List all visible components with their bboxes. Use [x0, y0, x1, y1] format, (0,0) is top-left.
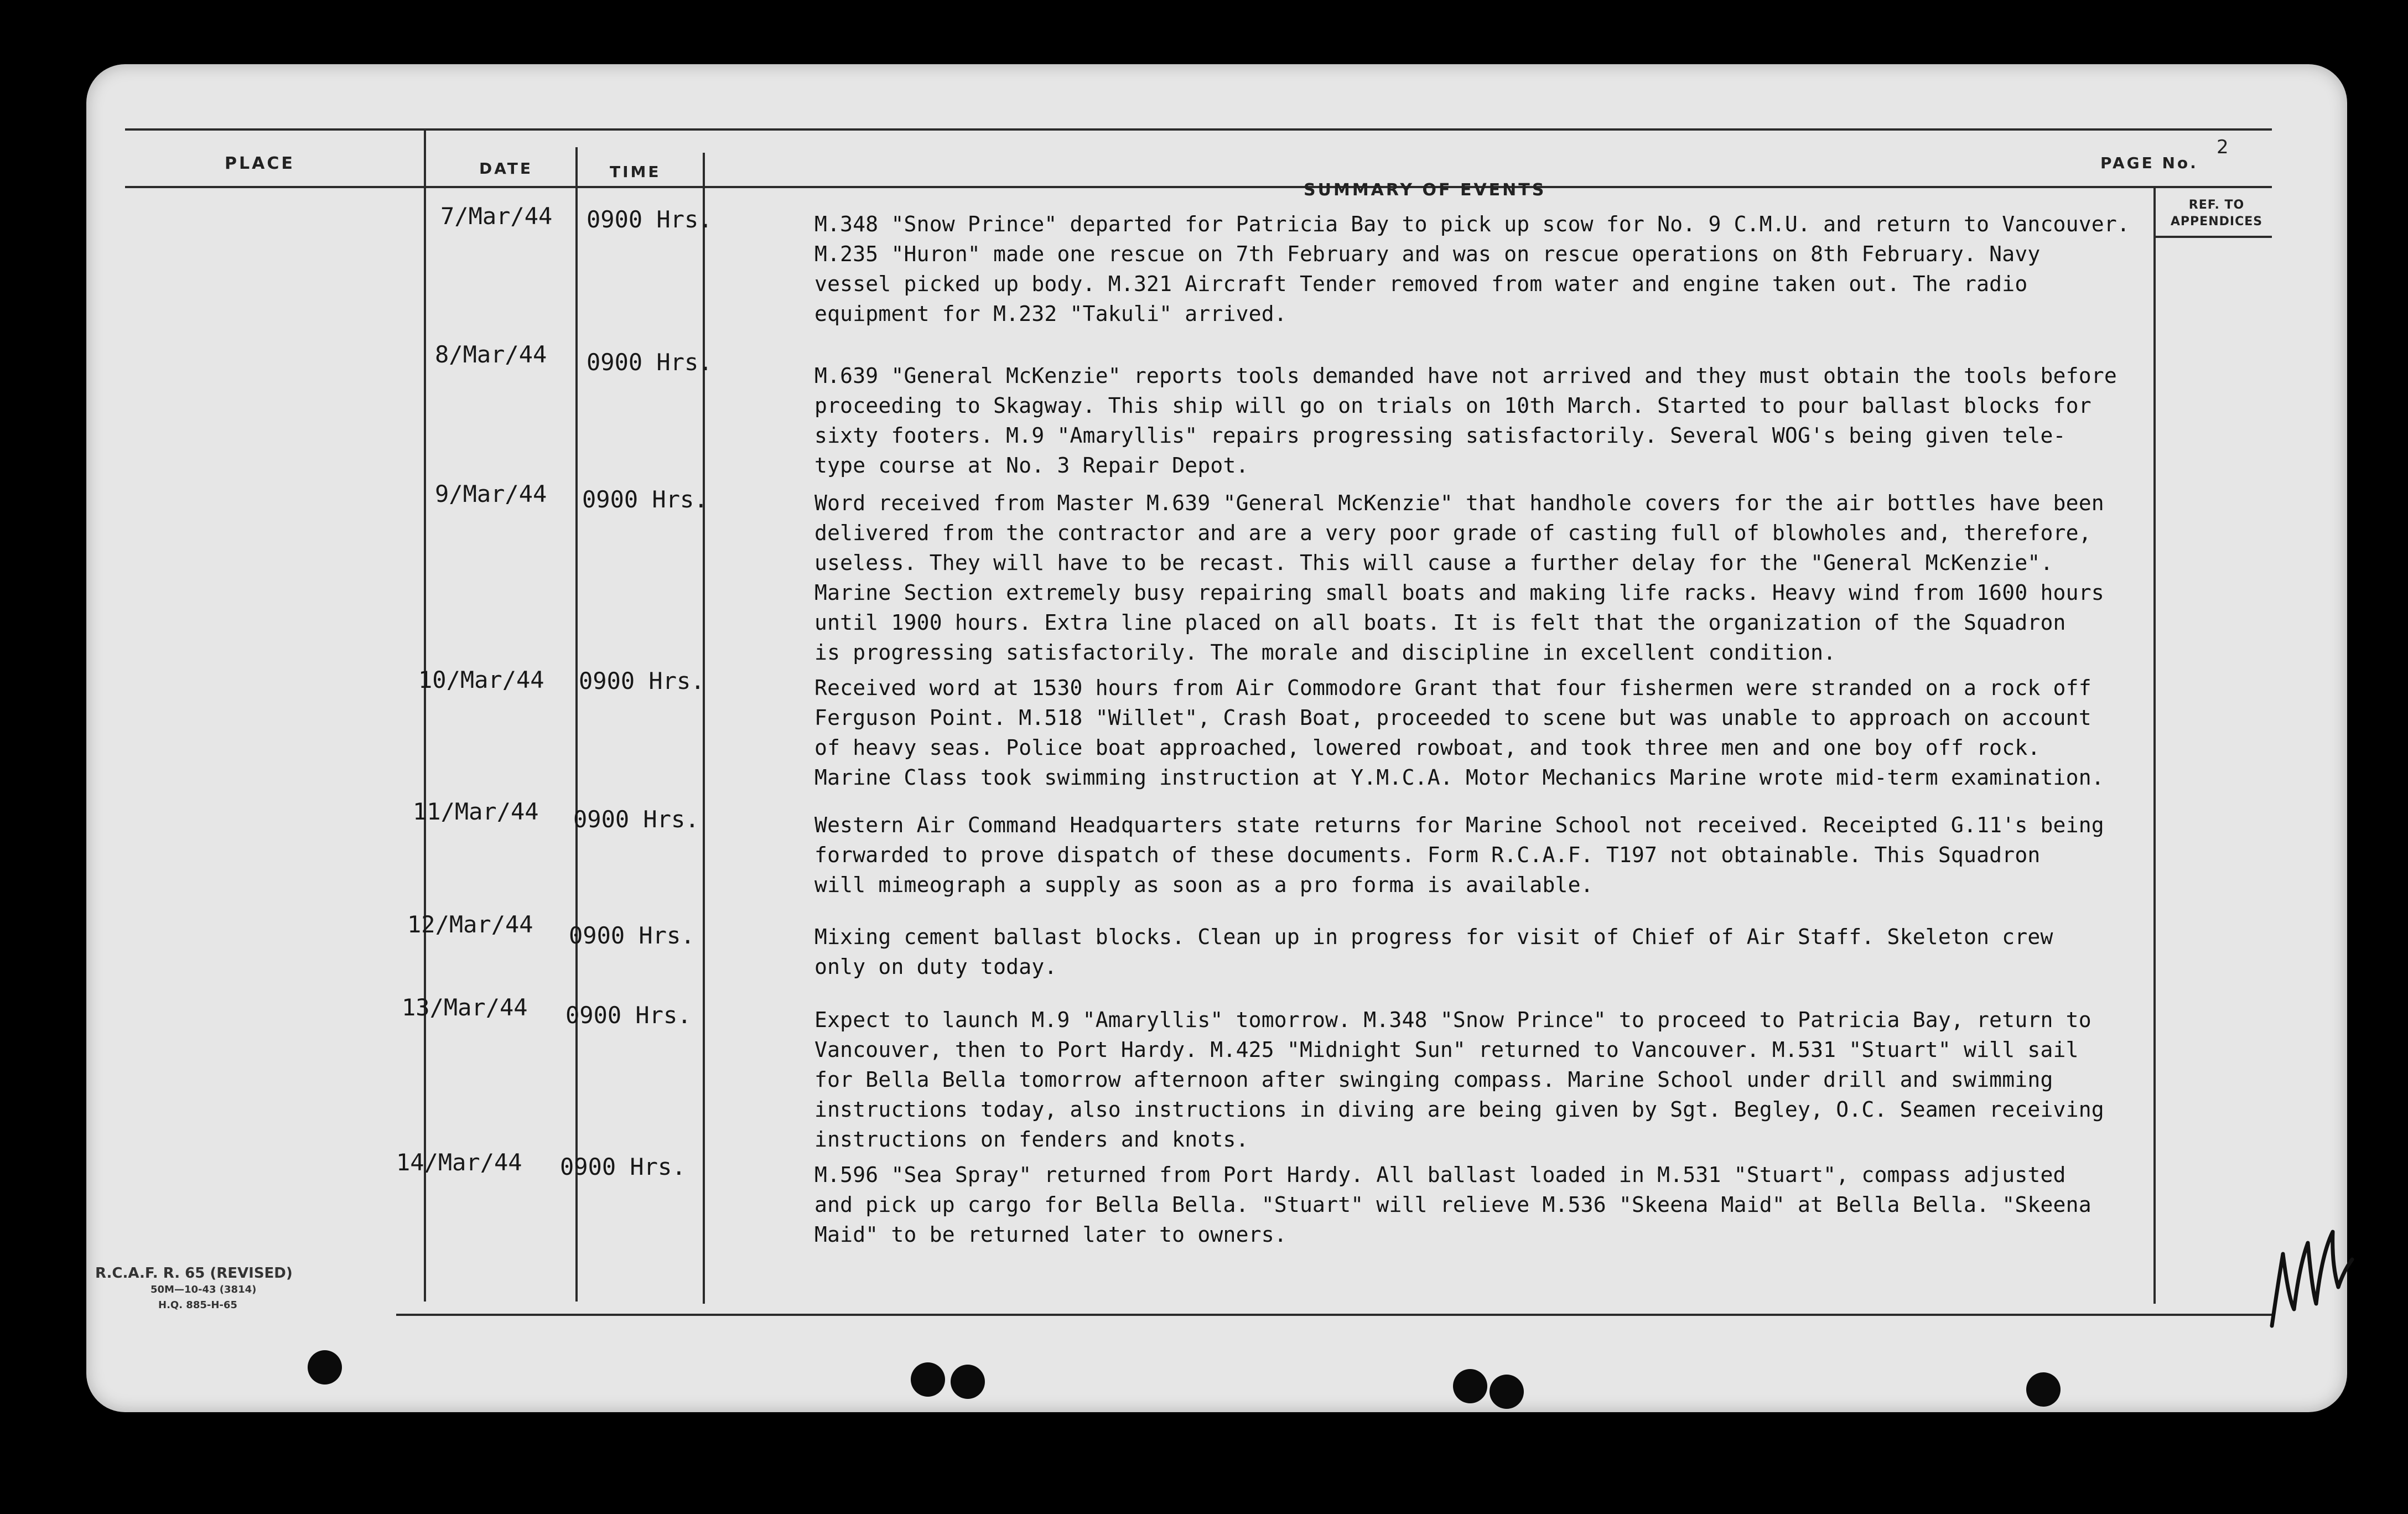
entry-time: 0900 Hrs. [587, 206, 713, 233]
entry-date: 9/Mar/44 [435, 480, 547, 507]
date-header: DATE [479, 159, 533, 178]
handwritten-initials [2261, 1221, 2355, 1331]
record-card [86, 64, 2347, 1412]
place-header: PLACE [225, 154, 295, 173]
summary-column-divider [703, 153, 705, 1304]
entry-summary: Word received from Master M.639 "General McKenzie" that handhole covers for the air bottles have been delivered from the contractor and are a very poor grade of casting full of blowholes and, therefore, useless. They will have to be recast. This will cause a further delay for the "General McKenzie". Marine Section extremely busy repairing small boats and making life racks. Heavy wind from 1600 hours until 1900 hours. Extra line placed on all boats. It is felt that the organization of the Squadron is progressing satisfactorily. The morale and discipline in excellent condition. [814, 491, 2104, 665]
form-print-run: 50M—10-43 (3814) [150, 1284, 257, 1295]
summary-header: SUMMARY OF EVENTS [1304, 180, 1546, 200]
entry-time: 0900 Hrs. [560, 1153, 686, 1180]
punch-hole [951, 1365, 985, 1399]
entry-date: 13/Mar/44 [402, 994, 528, 1021]
entry-summary: M.596 "Sea Spray" returned from Port Hardy. All ballast loaded in M.531 "Stuart", compass adjusted and pick up cargo for Bella Bella. "Stuart" will relieve M.536 "Skeena Maid" at Bella Bella. "Skeena Maid" to be returned later to owners. [814, 1163, 2092, 1247]
entry-date: 12/Mar/44 [407, 911, 533, 938]
page-number-label: PAGE No. [2100, 154, 2198, 172]
entry-summary: M.348 "Snow Prince" departed for Patricia Bay to pick up scow for No. 9 C.M.U. and return to Vancouver. M.235 "Huron" made one rescue on 7th February and was on rescue operations on 8th February. Navy vessel picked up body. M.321 Aircraft Tender removed from water and engine taken out. The radio equipment for M.232 "Takuli" arrived. [814, 212, 2130, 326]
entry-time: 0900 Hrs. [582, 486, 708, 513]
bottom-rule [396, 1314, 2272, 1316]
date-column-divider [424, 128, 426, 1302]
entry-date: 8/Mar/44 [435, 341, 547, 368]
ref-appendices-header: REF. TO APPENDICES [2170, 198, 2263, 229]
entry-summary: Mixing cement ballast blocks. Clean up in progress for visit of Chief of Air Staff. Skeleton crew only on duty today. [814, 925, 2053, 979]
entry-time: 0900 Hrs. [573, 806, 699, 833]
header-bottom-rule [125, 186, 2272, 188]
entry-date: 11/Mar/44 [413, 798, 539, 825]
form-number: R.C.A.F. R. 65 (REVISED) [95, 1265, 293, 1282]
entry-summary: M.639 "General McKenzie" reports tools demanded have not arrived and they must obtain the tools before proceeding to Skagway. This ship will go on trials on 10th March. Started to pour ballast blocks for sixty footers. M.9 "Amaryllis" repairs progressing satisfactorily. Several WOG's being given tele- type course at No. 3 Repair Depot. [814, 364, 2117, 478]
page-number: 2 [2217, 136, 2231, 158]
punch-hole [308, 1350, 342, 1385]
punch-hole [2026, 1372, 2061, 1407]
entry-time: 0900 Hrs. [579, 667, 705, 694]
entry-date: 14/Mar/44 [396, 1149, 522, 1176]
header-top-rule [125, 128, 2272, 131]
entry-date: 7/Mar/44 [440, 203, 553, 230]
entry-summary: Expect to launch M.9 "Amaryllis" tomorrow. M.348 "Snow Prince" to proceed to Patricia Bay, return to Vancouver, then to Port Hardy. M.425 "Midnight Sun" returned to Vancouver. M.531 "Stuart" will sail for Bella Bella tomorrow afternoon after swinging compass. Marine School under drill and swimming instructions today, also instructions in diving are being given by Sgt. Begley, O.C. Seamen receiving instructions on fenders and knots. [814, 1008, 2104, 1152]
entry-time: 0900 Hrs. [565, 1002, 692, 1029]
entry-summary: Western Air Command Headquarters state returns for Marine School not received. Receipted G.11's being forwarded to prove dispatch of these documents. Form R.C.A.F. T197 not obtainable. This Squadron will mimeograph a supply as soon as a pro forma is available. [814, 813, 2104, 897]
entry-time: 0900 Hrs. [587, 349, 713, 376]
time-column-divider [575, 147, 578, 1302]
punch-hole [1453, 1369, 1487, 1403]
entry-summary: Received word at 1530 hours from Air Commodore Grant that four fishermen were stranded on a rock off Ferguson Point. M.518 "Willet", Crash Boat, proceeded to scene but was unable to approach on account of heavy seas. Police boat approached, lowered rowboat, and took three men and one boy off rock. Marine Class took swimming instruction at Y.M.C.A. Motor Mechanics Marine wrote mid-term examination. [814, 676, 2104, 790]
form-hq-ref: H.Q. 885-H-65 [158, 1299, 237, 1311]
entry-date: 10/Mar/44 [418, 666, 544, 693]
punch-hole [1490, 1375, 1524, 1409]
time-header: TIME [610, 163, 661, 181]
entry-time: 0900 Hrs. [569, 922, 695, 949]
punch-hole [911, 1362, 945, 1397]
